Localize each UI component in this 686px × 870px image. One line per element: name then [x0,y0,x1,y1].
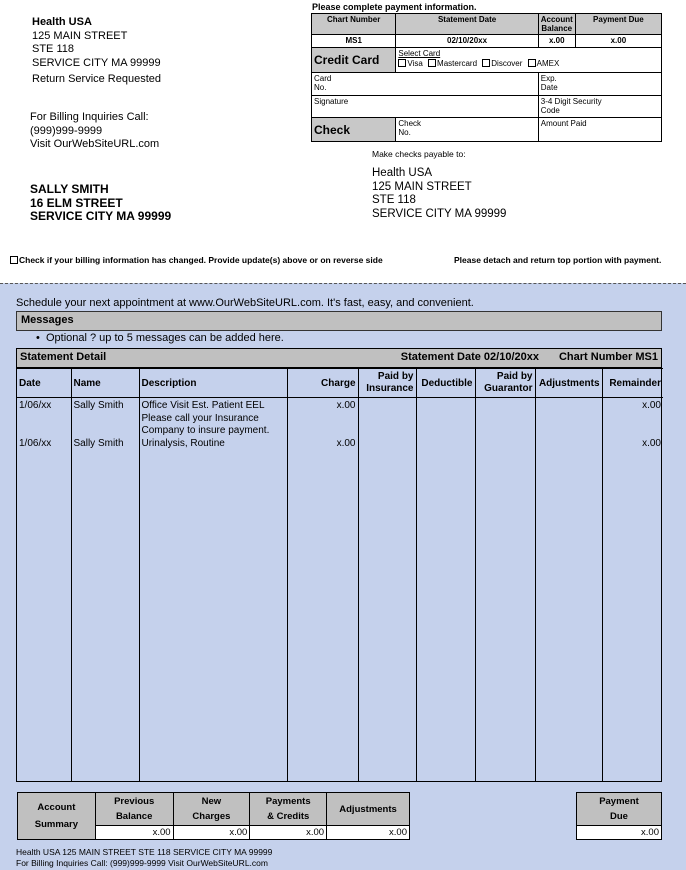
payments-header-1: Payments [265,796,311,807]
messages-title: Messages [16,311,662,331]
security-code-field[interactable] [538,96,661,118]
dates-cell [17,398,71,782]
payment-due-header-1: Payment [599,796,639,807]
patient-address [30,183,171,224]
footer-line1: Health USA 125 MAIN STREET STE 118 SERVICE CITY MA 99999 [16,847,273,857]
footer [16,847,272,869]
payments-header [250,793,327,826]
row1-remainder: x.00 [642,400,661,411]
payment-due-summary [576,792,662,840]
col-paid-guarantor: Paid by Guarantor [475,369,535,398]
payment-due-value: x.00 [575,35,661,48]
billing-change-checkbox[interactable] [10,256,18,264]
col-remainder: Remainder [602,369,663,398]
remainders-cell [602,398,663,782]
payments-header-2: & Credits [267,811,310,822]
row1-name: Sally Smith [73,400,124,411]
select-card-group [396,48,662,73]
account-summary-label [18,793,96,840]
statement-detail [16,348,662,782]
billing-change-row [10,255,383,265]
check-label: Check [312,118,396,142]
payment-due-header: Payment Due [575,14,661,35]
row2-date: 1/06/xx [19,437,52,449]
chart-number-value: MS1 [312,35,396,48]
visa-checkbox[interactable] [398,59,406,67]
sender-suite: STE 118 [32,43,74,55]
chart-number: Chart Number MS1 [558,351,658,363]
account-balance-value: x.00 [538,35,575,48]
signature-label: Signature [314,97,349,106]
visa-label: Visa [407,59,423,68]
security-code-label: 3-4 Digit Security Code [540,97,602,115]
previous-balance-header-1: Previous [114,796,155,807]
row1-description2: Please call your Insurance [141,412,259,424]
charges-cell [287,398,358,782]
payments-value: x.00 [250,826,327,840]
adjustments-header: Adjustments [327,793,410,826]
col-paid-insurance: Paid by Insurance [358,369,416,398]
payable-address [372,167,506,221]
previous-balance-header [95,793,173,826]
chart-number-header: Chart Number [312,14,396,35]
payment-due-total: x.00 [577,826,662,840]
row1-description3: Company to insure payment. [141,425,270,436]
statement-detail-header [17,349,661,368]
amex-checkbox[interactable] [528,59,536,67]
statement-body [17,398,663,782]
check-number-field[interactable] [396,118,538,142]
signature-field[interactable] [312,96,539,118]
new-charges-value: x.00 [173,826,250,840]
new-charges-header [173,793,250,826]
amount-paid-label: Amount Paid [540,119,587,128]
payment-form [311,13,662,142]
col-deductible: Deductible [416,369,475,398]
payment-form-title: Please complete payment information. [312,2,477,12]
sender-name: Health USA [32,16,92,28]
statement-detail-title: Statement Detail [20,351,107,363]
discover-checkbox[interactable] [482,59,490,67]
exp-date-field[interactable] [538,73,661,96]
patient-city: SERVICE CITY MA 99999 [30,209,172,223]
statement-date-value: 02/10/20xx [396,35,538,48]
adjustments-value: x.00 [327,826,410,840]
payment-due-header-2: Due [610,811,628,822]
row2-description: Urinalysis, Routine [141,437,225,449]
names-cell [71,398,139,782]
message-item [36,332,284,344]
billing-inquiries [30,111,159,152]
patient-street: 16 ELM STREET [30,195,123,210]
payable-label: Make checks payable to: [372,149,466,159]
sender-city: SERVICE CITY MA 99999 [32,56,161,69]
row2-charge: x.00 [336,437,356,449]
new-charges-header-1: New [201,796,222,807]
payable-street: 125 MAIN STREET [372,180,472,193]
statement-date: Statement Date 02/10/20xx [400,351,539,363]
mastercard-label: Mastercard [437,59,478,68]
payable-suite: STE 118 [372,194,416,206]
account-balance-header: Account Balance [538,14,575,35]
row1-description: Office Visit Est. Patient EEL [141,400,265,411]
billing-inquiries-label: For Billing Inquiries Call: [30,111,149,123]
mastercard-checkbox[interactable] [428,59,436,67]
previous-balance-header-2: Balance [115,811,153,822]
billing-website: Visit OurWebSiteURL.com [30,138,160,150]
previous-balance-value: x.00 [95,826,173,840]
bullet-icon: • [36,332,46,344]
schedule-note: Schedule your next appointment at www.OurWebSiteURL.com. It's fast, easy, and convenient. [16,297,474,309]
payable-city: SERVICE CITY MA 99999 [372,207,507,220]
account-summary-label-2: Summary [34,819,79,830]
amex-label: AMEX [536,59,560,68]
row1-charge: x.00 [336,400,356,411]
card-number-label: Card No. [314,74,332,92]
col-name: Name [71,369,139,398]
new-charges-header-2: Charges [192,811,231,822]
billing-phone: (999)999-9999 [30,124,103,137]
sender-street: 125 MAIN STREET [32,29,128,42]
statement-section [0,283,686,870]
message-text: Optional ? up to 5 messages can be added here. [45,332,284,344]
account-summary [17,792,410,840]
col-date: Date [17,369,71,398]
col-description: Description [139,369,287,398]
patient-name: SALLY SMITH [30,182,109,196]
paid-guarantor-cell [475,398,535,782]
credit-card-label: Credit Card [312,48,396,73]
select-card-label: Select Card [398,49,441,58]
col-adjustments: Adjustments [535,369,602,398]
adjustments-cell [535,398,602,782]
statement-date-header: Statement Date [396,14,538,35]
detach-note: Please detach and return top portion with payment. [454,255,662,265]
exp-date-label: Exp. Date [540,74,558,92]
card-number-field[interactable] [312,73,539,96]
return-service: Return Service Requested [32,73,162,85]
statement-table [17,368,663,781]
paid-insurance-cell [358,398,416,782]
deductible-cell [416,398,475,782]
payable-name: Health USA [372,167,433,179]
discover-label: Discover [491,59,523,68]
billing-change-note: Check if your billing information has changed. Provide update(s) above or on reverse side [19,255,383,265]
col-charge: Charge [287,369,358,398]
row1-date: 1/06/xx [19,400,52,411]
descriptions-cell [139,398,287,782]
row2-name: Sally Smith [73,437,124,449]
row2-remainder: x.00 [642,437,661,449]
payment-due-header [577,793,662,826]
check-number-label: Check No. [398,119,422,137]
statement-column-headers [17,369,663,398]
sender-address [32,16,161,87]
amount-paid-field[interactable] [538,118,661,142]
account-summary-label-1: Account [37,802,76,813]
footer-line2: For Billing Inquiries Call: (999)999-9999 Visit OurWebSiteURL.com [16,858,268,868]
